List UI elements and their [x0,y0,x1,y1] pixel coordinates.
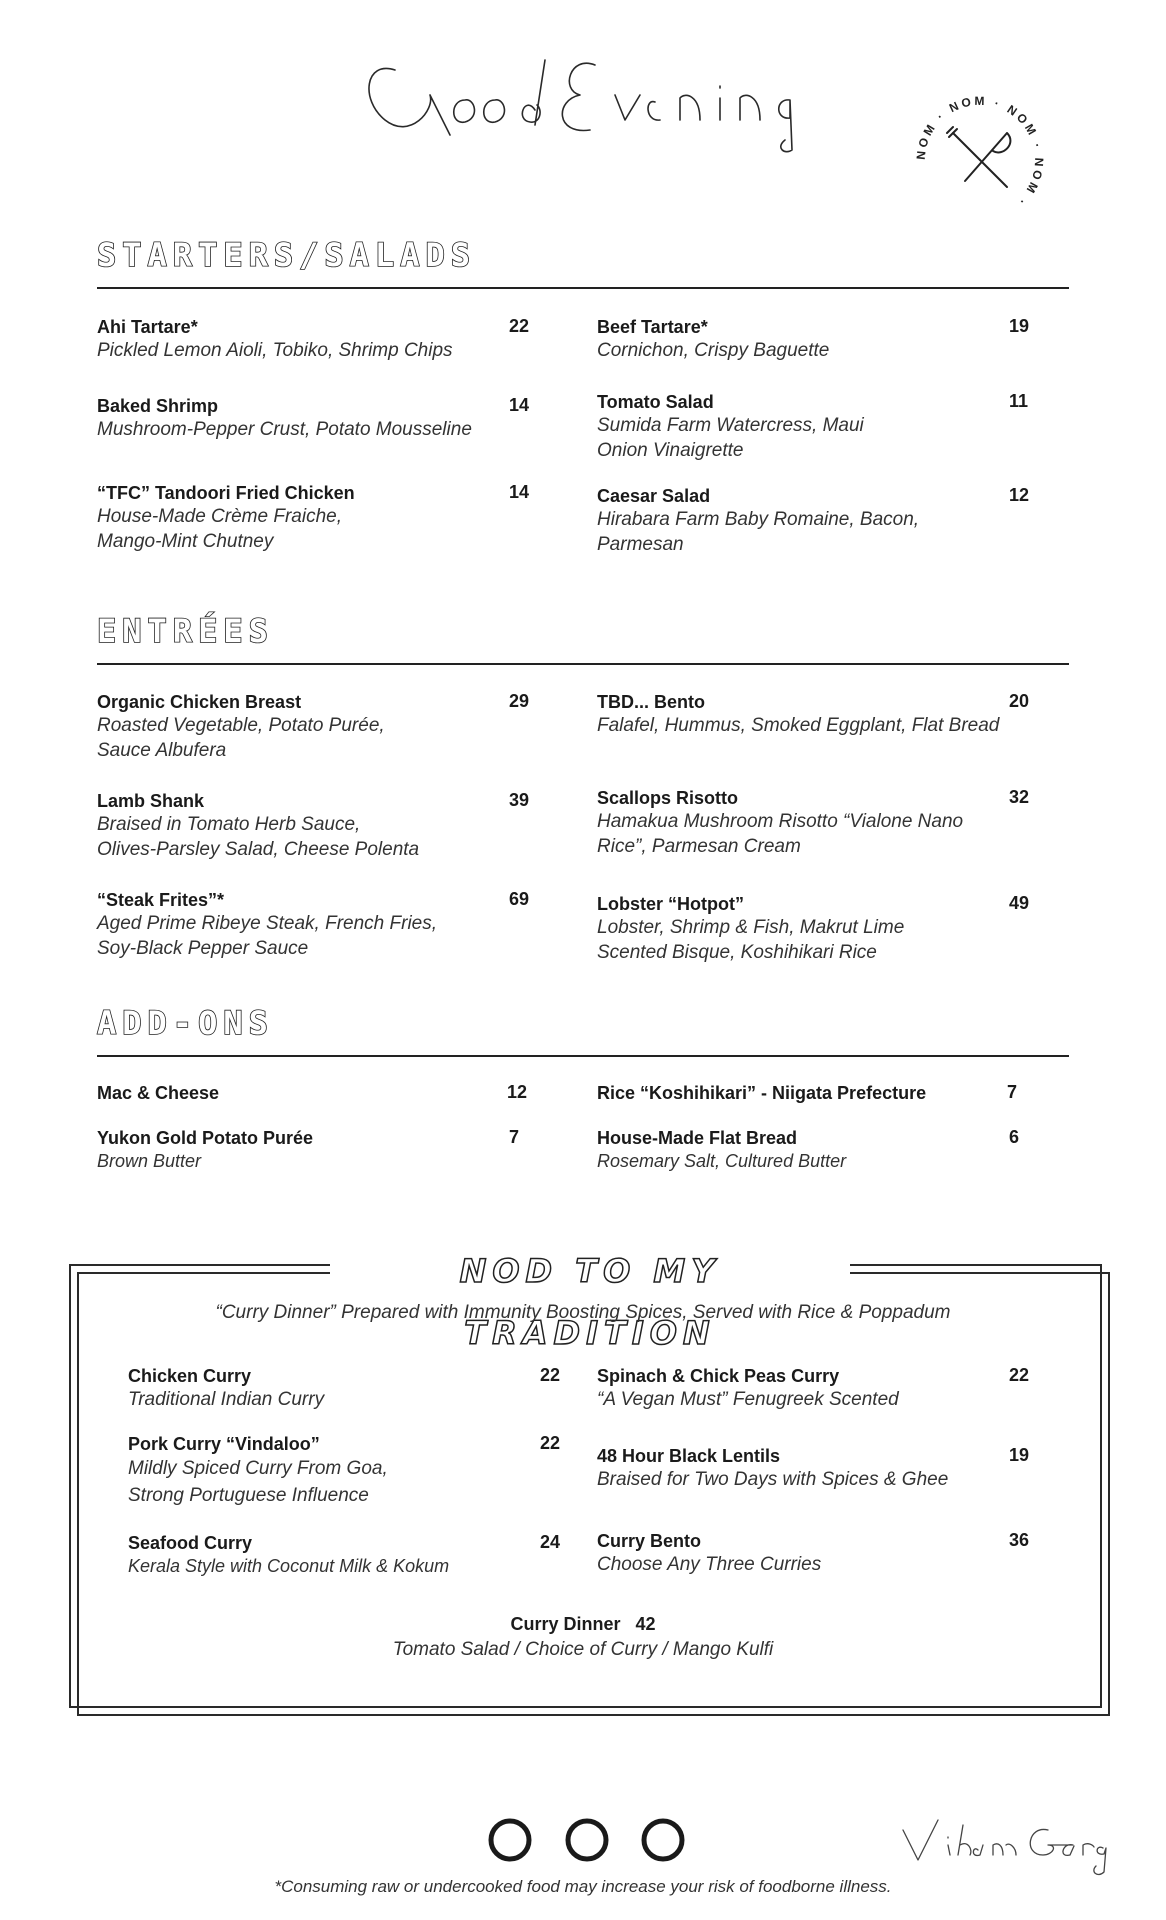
tradition-subtitle: “Curry Dinner” Prepared with Immunity Boosting Spices, Served with Rice & Poppadum [215,1302,951,1323]
circle-mark [644,1821,682,1859]
item-name: Mac & Cheese [97,1083,220,1103]
item-name: “TFC” Tandoori Fried Chicken [97,483,355,503]
item-desc: Traditional Indian Curry [128,1389,325,1410]
item-desc: Hamakua Mushroom Risotto “Vialone Nano Rice”, Parmesan Cream [597,811,964,857]
item-price: 6 [1009,1127,1020,1147]
menu-item [97,790,497,862]
fork-knife-icon [947,127,1010,187]
tradition-title: NOD TO MY TRADITION [330,1240,850,1302]
menu-item [97,691,497,763]
addons-rule [97,1055,1069,1057]
item-desc: Lobster, Shrimp & Fish, Makrut Lime Scented Bisque, Koshihikari Rice [597,917,905,963]
item-name: Scallops Risotto [597,788,739,808]
item-name: “Steak Frites”* [97,890,225,910]
item-name: Spinach & Chick Peas Curry [597,1366,840,1386]
item-price: 22 [1009,1365,1030,1385]
item-name: Seafood Curry [128,1533,253,1553]
svg-text:NOM · NOM · NOM · NOM ·: NOM · NOM · NOM · NOM · [913,93,1047,211]
item-name: Baked Shrimp [97,396,219,416]
menu-item [597,1127,1007,1174]
item-price: 29 [509,691,530,711]
item-desc: Braised in Tomato Herb Sauce, Olives-Parsley Salad, Cheese Polenta [97,814,420,860]
item-desc: Mushroom-Pepper Crust, Potato Mousseline [97,419,472,440]
item-price: 12 [1009,485,1030,505]
item-price: 36 [1009,1530,1030,1550]
item-desc: House-Made Crème Fraiche, Mango-Mint Chutney [97,506,342,552]
item-price: 22 [509,316,530,336]
item-price: 49 [1009,893,1030,913]
item-price: 22 [540,1433,561,1453]
menu-item [128,1433,528,1509]
item-price: 14 [509,482,530,502]
item-name: Chicken Curry [128,1366,252,1386]
item-desc: Roasted Vegetable, Potato Purée, Sauce Albufera [97,715,385,761]
menu-item [97,316,497,363]
entrees-rule [97,663,1069,665]
starters-rule [97,287,1069,289]
entrees-title: ENTRÉES [97,612,274,650]
item-price: 20 [1009,691,1030,711]
menu-item [597,787,1007,859]
curry-dinner [97,1614,1069,1661]
item-price: 7 [1007,1082,1018,1102]
menu-item [597,1082,1007,1104]
item-desc: Braised for Two Days with Spices & Ghee [597,1469,949,1490]
circle-mark [568,1821,606,1859]
item-desc: Falafel, Hummus, Smoked Eggplant, Flat Bread [597,715,1000,736]
item-desc: Aged Prime Ribeye Steak, French Fries, Soy-Black Pepper Sauce [97,913,438,959]
menu-item [97,889,497,961]
item-desc: Pickled Lemon Aioli, Tobiko, Shrimp Chips [97,340,453,361]
item-price: 32 [1009,787,1030,807]
item-desc: Brown Butter [97,1151,202,1171]
item-desc: “A Vegan Must” Fenugreek Scented [597,1389,899,1410]
item-desc: Mildly Spiced Curry From Goa, Strong Portuguese Influence [128,1458,388,1506]
item-desc: Cornichon, Crispy Baguette [597,340,830,361]
item-name: Beef Tartare* [597,317,708,337]
menu-item [97,482,497,554]
item-desc: Sumida Farm Watercress, Maui Onion Vinaigrette [597,415,864,461]
item-desc: Rosemary Salt, Cultured Butter [597,1151,847,1171]
svg-text:Vikram Garg: Vikram Garg [898,1879,904,1880]
nom-nom-badge [905,85,1055,235]
menu-item [597,485,1007,557]
item-name: Organic Chicken Breast [97,692,302,712]
curry-dinner-name: Curry Dinner 42 [510,1614,656,1634]
circle-mark [491,1821,529,1859]
item-desc: Kerala Style with Coconut Milk & Kokum [128,1556,450,1576]
greeting-script [355,40,825,160]
item-price: 19 [1009,1445,1030,1465]
item-price: 24 [540,1532,561,1552]
item-name: Caesar Salad [597,486,711,506]
item-name: Lamb Shank [97,791,205,811]
item-desc: Choose Any Three Curries [597,1554,822,1575]
menu-item [597,391,1007,463]
menu-item [97,1082,497,1104]
item-price: 12 [507,1082,528,1102]
item-name: Tomato Salad [597,392,714,412]
item-name: TBD... Bento [597,692,705,712]
item-price: 69 [509,889,530,909]
menu-item [597,1530,1007,1577]
menu-item [597,1365,1007,1412]
item-name: Yukon Gold Potato Purée [97,1128,314,1148]
item-name: Rice “Koshihikari” - Niigata Prefecture [597,1083,927,1103]
item-price: 19 [1009,316,1030,336]
item-name: Pork Curry “Vindaloo” [128,1434,320,1454]
curry-dinner-desc: Tomato Salad / Choice of Curry / Mango Kulfi [392,1639,774,1660]
chef-signature [898,1800,1118,1880]
footnote: *Consuming raw or undercooked food may increase your risk of foodborne illness. [274,1877,892,1896]
item-desc: Hirabara Farm Baby Romaine, Bacon, Parmesan [597,509,920,555]
item-price: 11 [1009,391,1029,411]
addons-title: ADD-ONS [97,1004,274,1042]
item-name: Curry Bento [597,1531,702,1551]
menu-item [597,691,1007,738]
item-name: Lobster “Hotpot” [597,894,744,914]
menu-item [597,1445,1007,1492]
svg-text:Good Evening: Good Evening [355,158,362,159]
menu-item [97,1127,497,1174]
three-circles-logo [487,1812,687,1872]
item-price: 39 [509,790,530,810]
menu-item [597,316,1007,363]
starters-title: STARTERS/SALADS [97,236,476,274]
item-name: House-Made Flat Bread [597,1128,798,1148]
item-name: Ahi Tartare* [97,317,198,337]
item-price: 14 [509,395,530,415]
item-name: 48 Hour Black Lentils [597,1446,781,1466]
menu-item [128,1532,528,1579]
menu-item [597,893,1007,965]
menu-item [97,395,497,442]
item-price: 22 [540,1365,561,1385]
item-price: 7 [509,1127,520,1147]
menu-item [128,1365,528,1412]
